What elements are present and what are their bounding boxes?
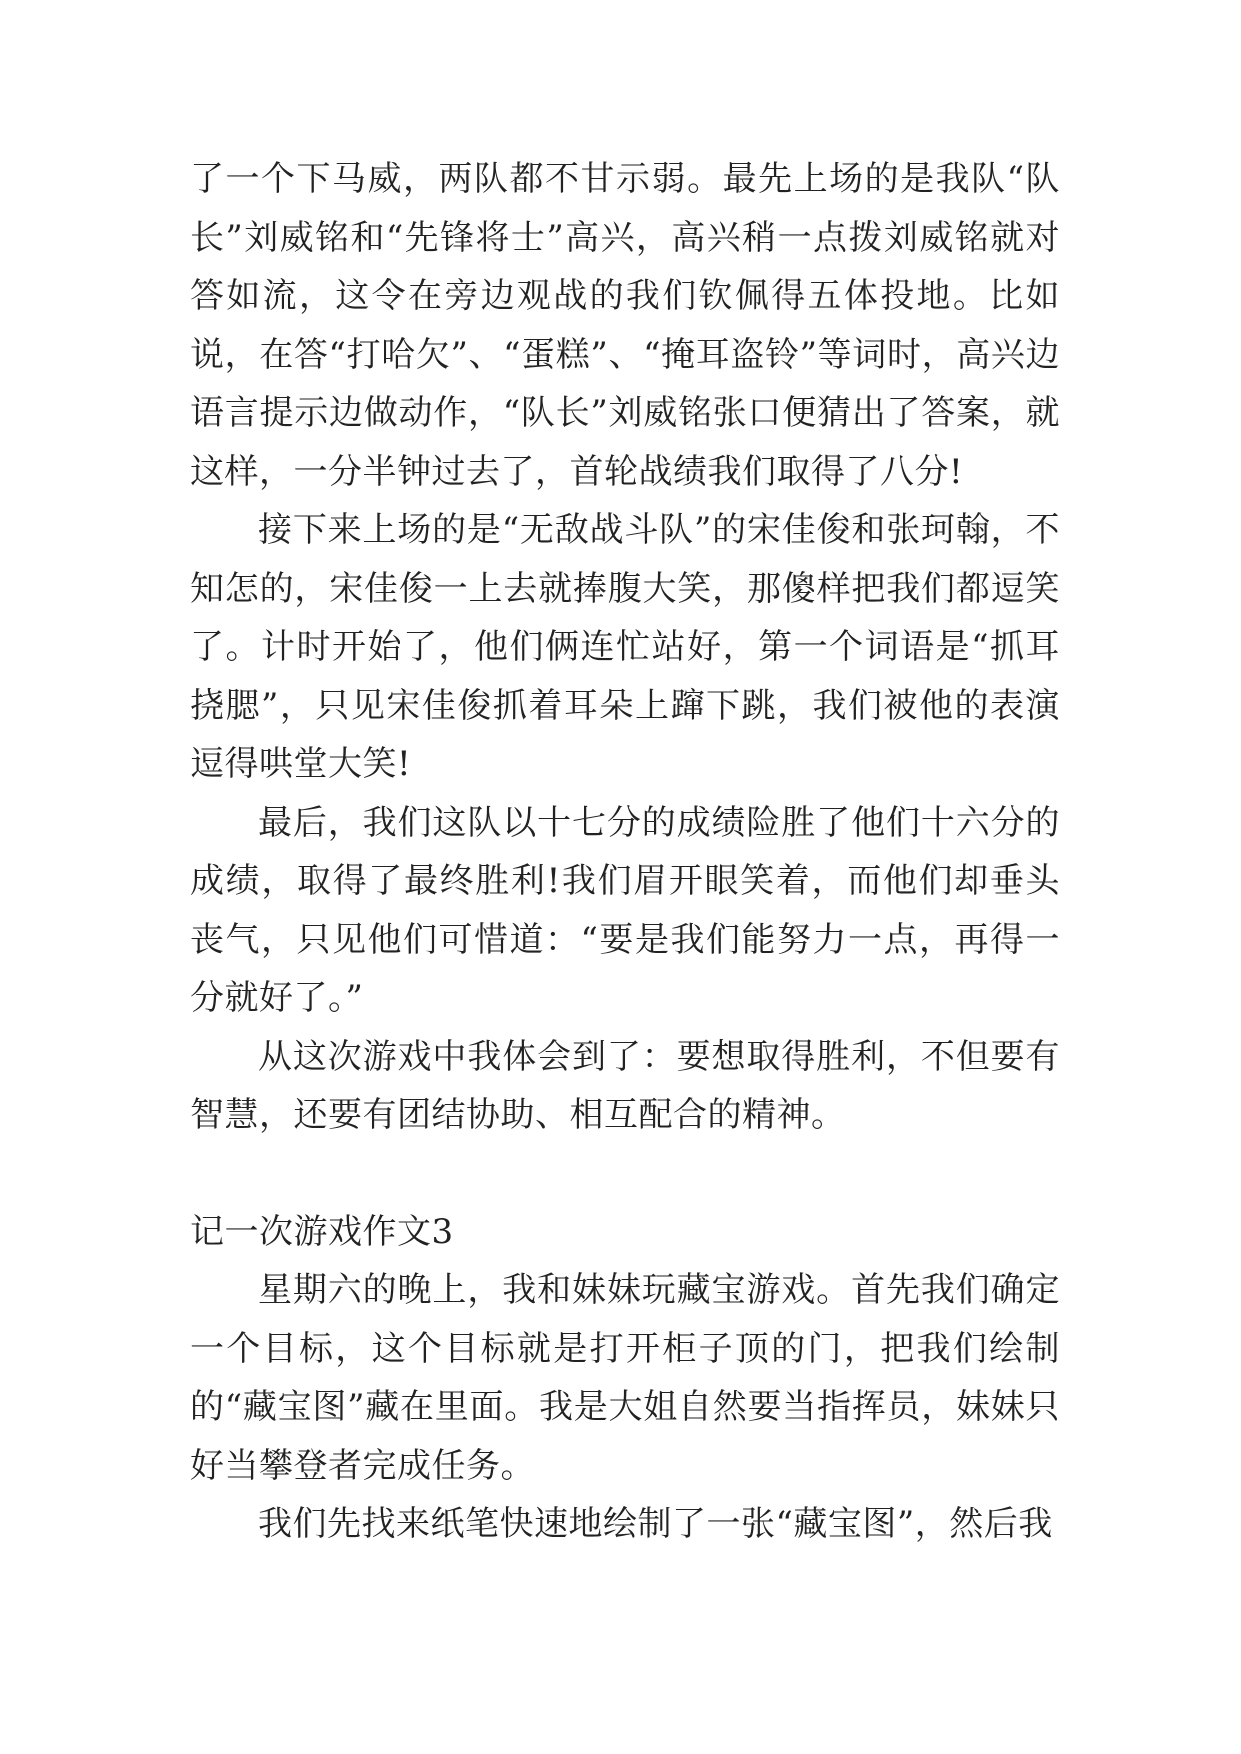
paragraph: 从这次游戏中我体会到了：要想取得胜利，不但要有智慧，还要有团结协助、相互配合的精神。 [190, 1036, 1060, 1135]
document-page [190, 150, 1060, 1554]
paragraph: 我们先找来纸笔快速地绘制了一张“藏宝图”，然后我 [258, 1504, 1053, 1544]
paragraph-continued: 了一个下马威，两队都不甘示弱。最先上场的是我队“队长”刘威铭和“先锋将士”高兴，高兴稍一点拨刘威铭就对答如流，这令在旁边观战的我们钦佩得五体投地。比如说，在答“打哈欠”、“蛋糕”、“掩耳盗铃”等词时，高兴边语言提示边做动作，“队长”刘威铭张口便猜出了答案，就这样，一分半钟过去了，首轮战绩我们取得了八分! [190, 159, 1060, 492]
paragraph: 最后，我们这队以十七分的成绩险胜了他们十六分的成绩，取得了最终胜利!我们眉开眼笑着，而他们却垂头丧气，只见他们可惜道：“要是我们能努力一点，再得一分就好了。” [190, 802, 1060, 1018]
section-title: 记一次游戏作文3 [190, 1211, 454, 1252]
paragraph: 接下来上场的是“无敌战斗队”的宋佳俊和张珂翰，不知怎的，宋佳俊一上去就捧腹大笑，那傻样把我们都逗笑了。计时开始了，他们俩连忙站好，第一个词语是“抓耳挠腮”，只见宋佳俊抓着耳朵上蹿下跳，我们被他的表演逗得哄堂大笑! [190, 510, 1060, 784]
paragraph: 星期六的晚上，我和妹妹玩藏宝游戏。首先我们确定一个目标，这个目标就是打开柜子顶的门，把我们绘制的“藏宝图”藏在里面。我是大姐自然要当指挥员，妹妹只好当攀登者完成任务。 [190, 1270, 1060, 1486]
